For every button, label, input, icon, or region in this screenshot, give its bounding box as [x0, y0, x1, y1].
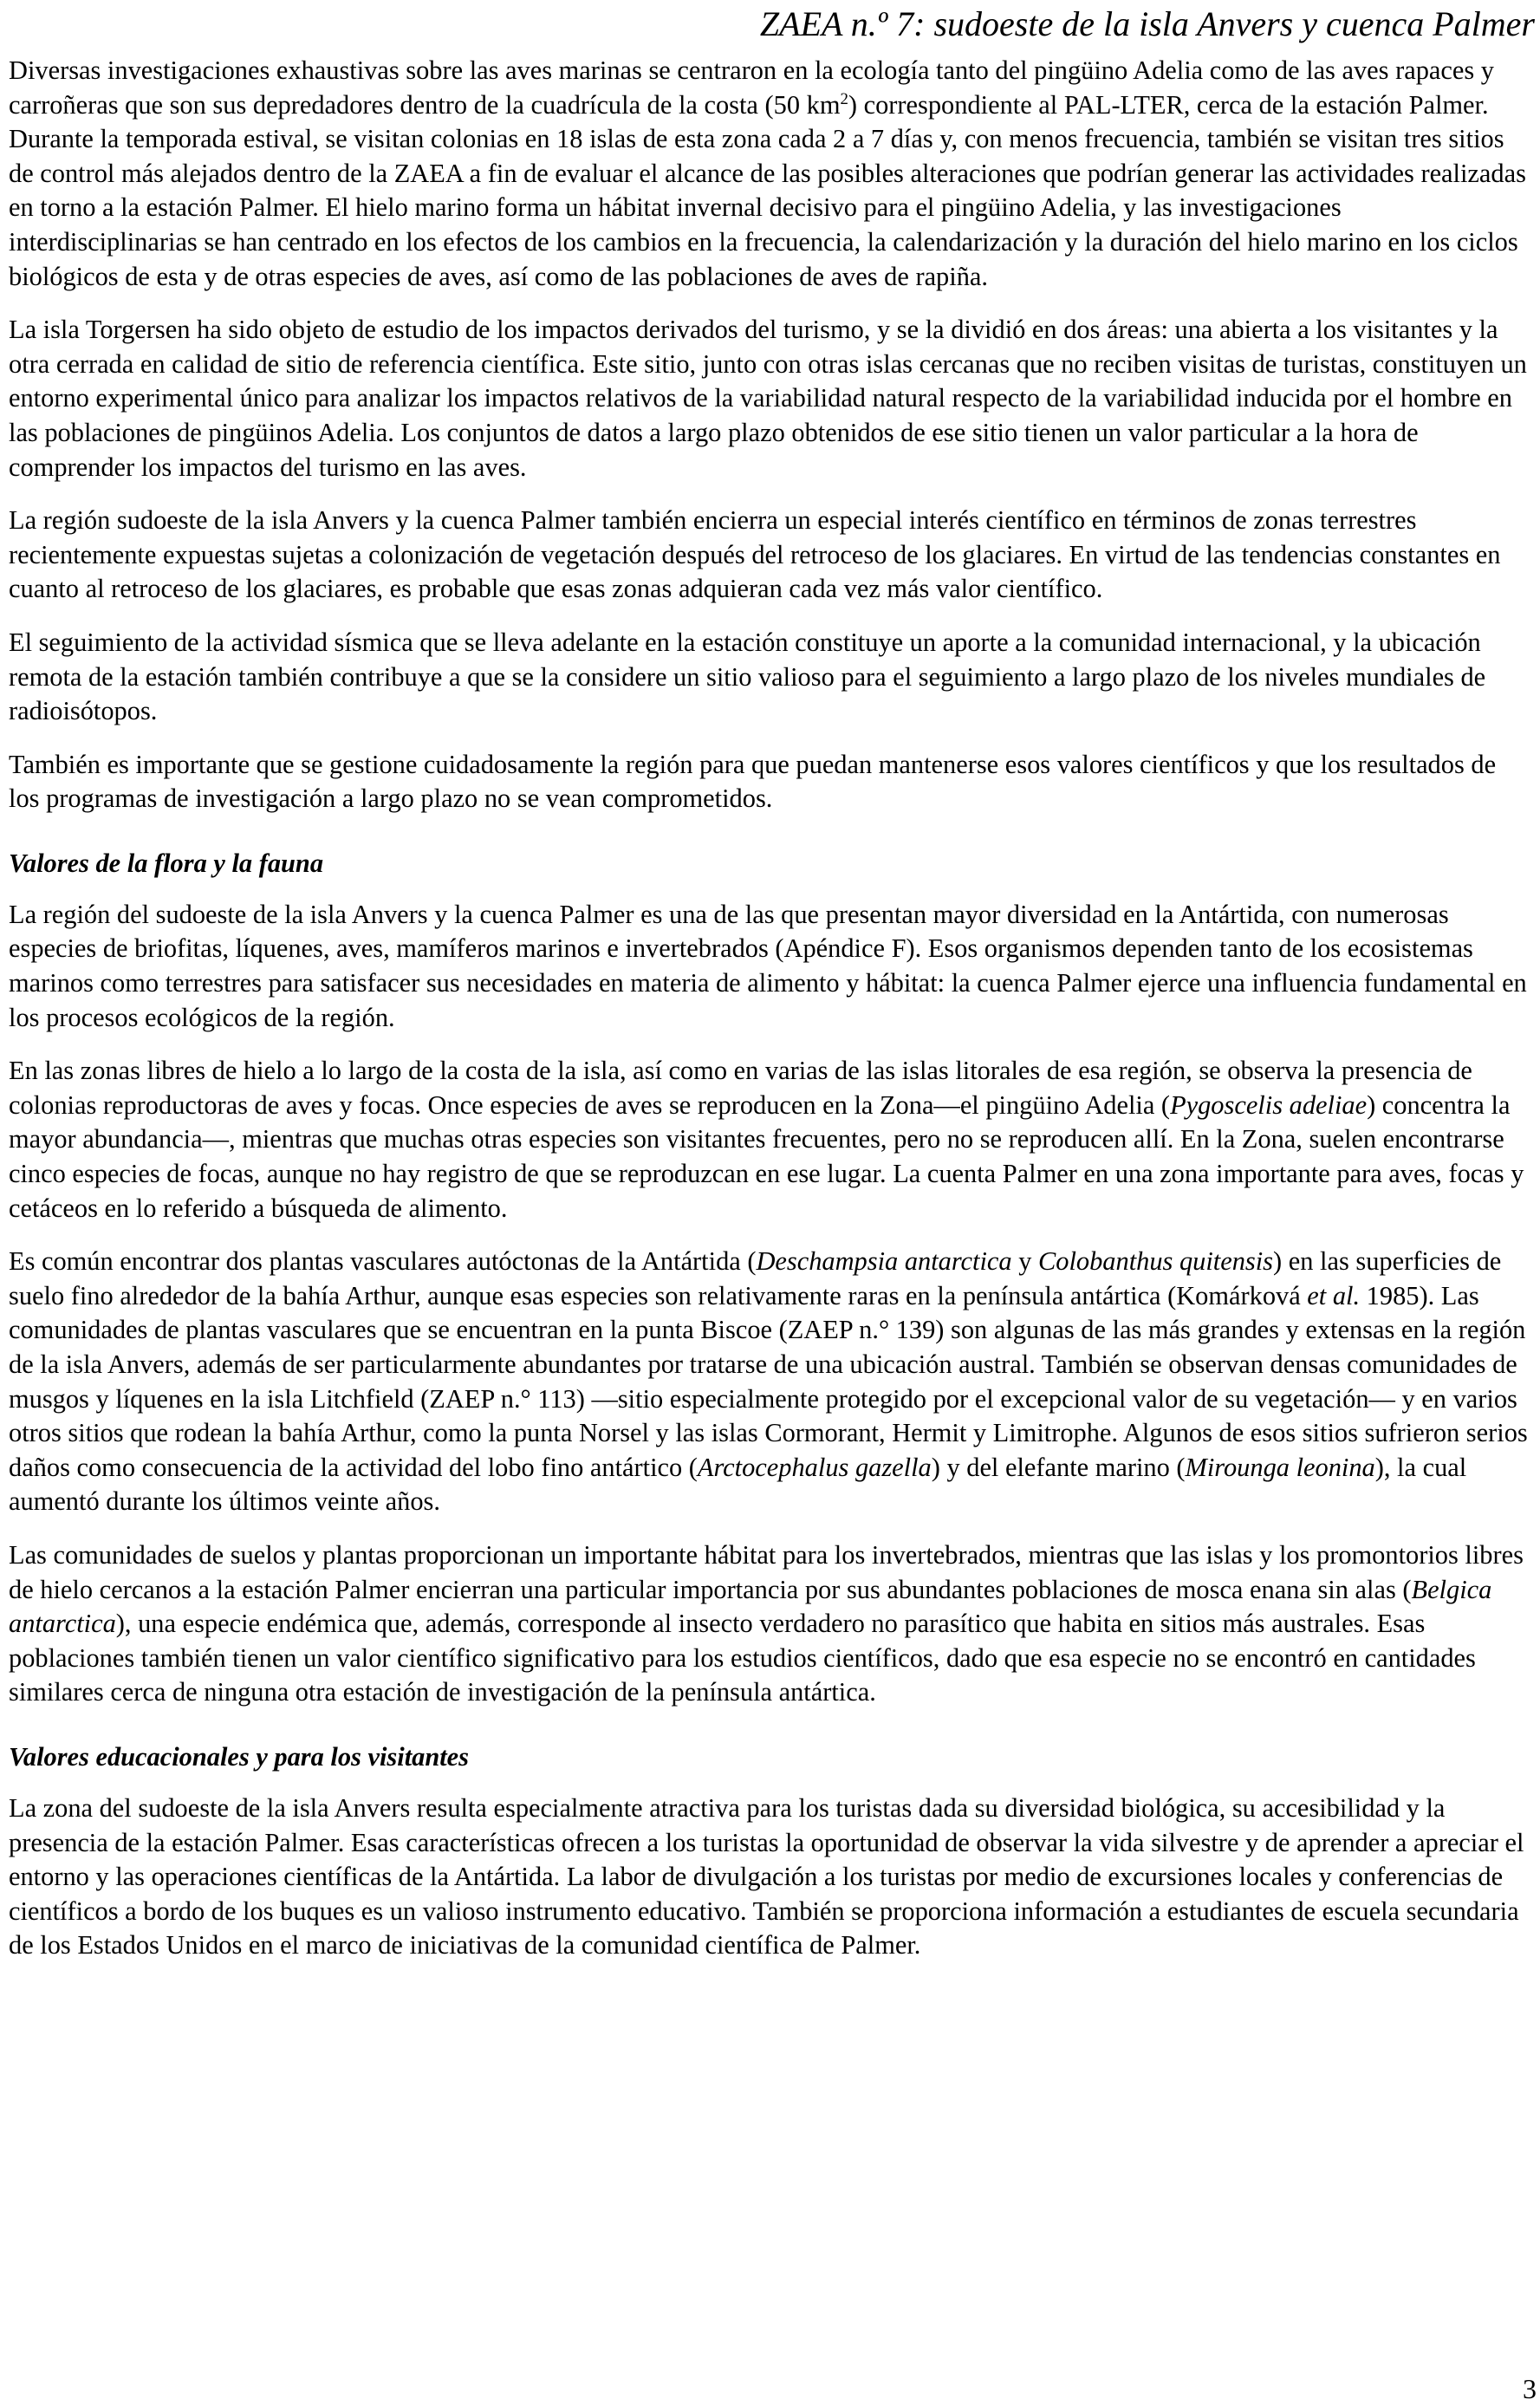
page-number: 3 — [1523, 2373, 1537, 2404]
species-name: Colobanthus quitensis — [1038, 1246, 1274, 1277]
paragraph-biodiversity: La región del sudoeste de la isla Anvers y la cuenca Palmer es una de las que presentan mayor diversidad en la Antártida, con numerosas especies de briofitas, líquenes, aves, mamíferos marinos e invertebrados (Apéndice F). Esos organismos dependen tanto de los ecosistemas marinos como terrestres para satisfacer sus necesidades en materia de alimento y hábitat: la cuenca Palmer ejerce una influencia fundamental en los procesos ecológicos de la región. — [9, 899, 1527, 1032]
species-name: Deschampsia antarctica — [756, 1246, 1012, 1277]
species-name: Mirounga leonina — [1185, 1452, 1375, 1482]
paragraph-seismic-monitoring: El seguimiento de la actividad sísmica que se lleva adelante en la estación constituye un aporte a la comunidad internacional, y la ubicación remota de la estación también contribuye a que se la considere un sitio valioso para el seguimiento a largo plazo de los niveles mundiales de radioisótopos. — [9, 627, 1486, 726]
running-header: ZAEA n.º 7: sudoeste de la isla Anvers y cuenca Palmer — [759, 4, 1535, 43]
section-heading-flora-fauna: Valores de la flora y la fauna — [9, 848, 324, 878]
paragraph-vascular-plants: Es común encontrar dos plantas vasculares autóctonas de la Antártida (Deschampsia antarctica y Colobanthus quitensis) en las superficies de suelo fino alrededor de la bahía Arthur, aunque esas especies son relativamente raras en la península antártica (Komárková et al. 1985). Las comunidades de plantas vasculares que se encuentran en la punta Biscoe (ZAEP n.° 139) son algunas de las más grandes y extensas en la región de la isla Anvers, además de ser particularmente abundantes por tratarse de una ubicación austral. También se observan densas comunidades de musgos y líquenes en la isla Litchfield (ZAEP n.° 113) —sitio especialmente protegido por el excepcional valor de su vegetación— y en varios otros sitios que rodean la bahía Arthur, como la punta Norsel y las islas Cormorant, Hermit y Limitrophe. Algunos de esos sitios sufrieron serios daños como consecuencia de la actividad del lobo fino antártico (Arctocephalus gazella) y del elefante marino (Mirounga leonina), la cual aumentó durante los últimos veinte años. — [9, 1246, 1528, 1517]
paragraph-management: También es importante que se gestione cuidadosamente la región para que puedan mantenerse esos valores científicos y que los resultados de los programas de investigación a largo plazo no se vean comprometidos. — [9, 749, 1497, 814]
citation-et-al: et al. — [1307, 1280, 1361, 1310]
species-name: Arctocephalus gazella — [697, 1452, 932, 1482]
paragraph-breeding-colonies: En las zonas libres de hielo a lo largo de la costa de la isla, así como en varias de las islas litorales de esa región, se observa la presencia de colonias reproductoras de aves y focas. Once especies de aves se reproducen en la Zona—el pingüino Adelia (Pygoscelis adeliae) concentra la mayor abundancia—, mientras que muchas otras especies son visitantes frecuentes, pero no se reproducen allí. En la Zona, suelen encontrarse cinco especies de focas, aunque no hay registro de que se reproduzcan en ese lugar. La cuenta Palmer en una zona importante para aves, focas y cetáceos en lo referido a búsqueda de alimento. — [9, 1056, 1524, 1223]
paragraph-torgersen-tourism: La isla Torgersen ha sido objeto de estudio de los impactos derivados del turismo, y se la dividió en dos áreas: una abierta a los visitantes y la otra cerrada en calidad de sitio de referencia científica. Este sitio, junto con otras islas cercanas que no reciben visitas de turistas, constituyen un entorno experimental único para analizar los impactos relativos de la variabilidad natural respecto de la variabilidad inducida por el hombre en las poblaciones de pingüinos Adelia. Los conjuntos de datos a largo plazo obtenidos de ese sitio tienen un valor particular a la hora de comprender los impactos del turismo en las aves. — [9, 315, 1527, 482]
paragraph-seabird-research: Diversas investigaciones exhaustivas sobre las aves marinas se centraron en la ecología tanto del pingüino Adelia como de las aves rapaces y carroñeras que son sus depredadores dentro de la cuadrícula de la costa (50 $km^2$) correspondiente al PAL-LTER, cerca de la estación Palmer. Durante la temporada estival, se visitan colonias en 18 islas de esta zona cada 2 a 7 días y, con menos frecuencia, también se visitan tres sitios de control más alejados dentro de la ZAEA a fin de evaluar el alcance de las posibles alteraciones que podrían generar las actividades realizadas en torno a la estación Palmer. El hielo marino forma un hábitat invernal decisivo para el pingüino Adelia, y las investigaciones interdisciplinarias se han centrado en los efectos de los cambios en la frecuencia, la calendarización y la duración del hielo marino en los ciclos biológicos de esta y de otras especies de aves, así como de las poblaciones de aves de rapiña. — [9, 55, 1526, 291]
superscript: 2 — [840, 89, 848, 108]
species-name: Pygoscelis adeliae — [1170, 1089, 1368, 1120]
paragraph-invertebrates: Las comunidades de suelos y plantas proporcionan un importante hábitat para los invertebrados, mientras que las islas y los promontorios libres de hielo cercanos a la estación Palmer encierran una particular importancia por sus abundantes poblaciones de mosca enana sin alas (Belgica antarctica), una especie endémica que, además, corresponde al insecto verdadero no parasítico que habita en sitios más australes. Esas poblaciones también tienen un valor científico significativo para los estudios científicos, dado que esa especie no se encontró en cantidades similares cerca de ninguna otra estación de investigación de la península antártica. — [9, 1539, 1524, 1707]
paragraph-glacier-retreat: La región sudoeste de la isla Anvers y la cuenca Palmer también encierra un especial interés científico en términos de zonas terrestres recientemente expuestas sujetas a colonización de vegetación después del retroceso de los glaciares. En virtud de las tendencias constantes en cuanto al retroceso de los glaciares, es probable que esas zonas adquieran cada vez más valor científico. — [9, 505, 1501, 604]
species-name: Belgica antarctica — [9, 1574, 1492, 1639]
section-heading-educational-values: Valores educacionales y para los visitantes — [9, 1741, 469, 1772]
body-text — [9, 54, 1533, 1982]
paragraph-tourism-education: La zona del sudoeste de la isla Anvers resulta especialmente atractiva para los turistas dada su diversidad biológica, su accesibilidad y la presencia de la estación Palmer. Esas características ofrecen a los turistas la oportunidad de observar la vida silvestre y de aprender a apreciar el entorno y las operaciones científicas de la Antártida. La labor de divulgación a los turistas por medio de excursiones locales y conferencias de científicos a bordo de los buques es un valioso instrumento educativo. También se proporciona información a estudiantes de escuela secundaria de los Estados Unidos en el marco de iniciativas de la comunidad científica de Palmer. — [9, 1792, 1524, 1961]
